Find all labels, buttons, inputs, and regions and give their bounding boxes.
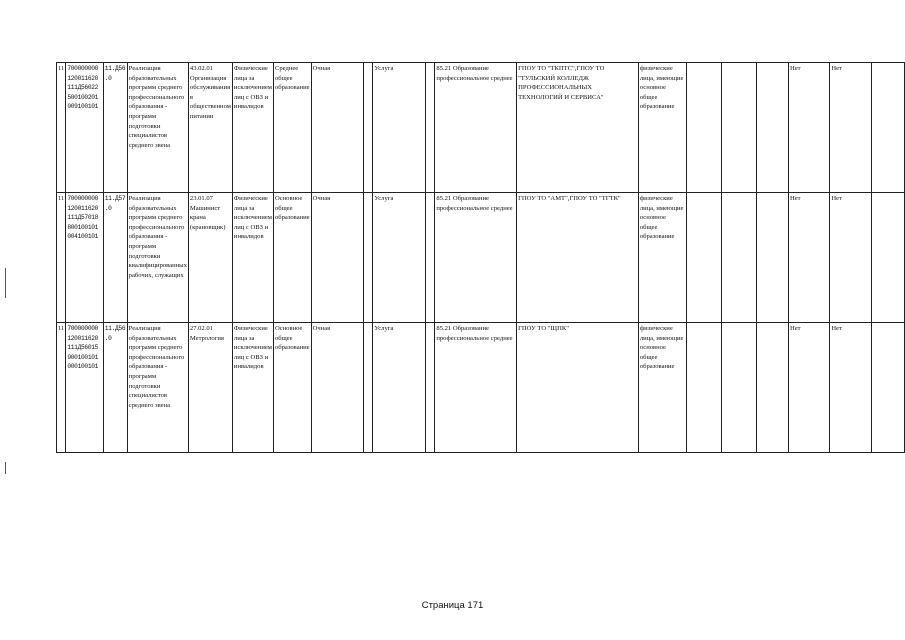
blank-cell (687, 63, 722, 193)
study-form: Очная (311, 63, 364, 193)
blank-cell (426, 63, 435, 193)
scan-edge-mark (5, 462, 6, 474)
blank-cell (721, 323, 756, 453)
flag-cell: Нет (788, 323, 829, 453)
blank-cell (687, 323, 722, 453)
okved-code: 85.21 Образование профессиональное среднее (435, 323, 517, 453)
study-form: Очная (311, 193, 364, 323)
blank-cell (756, 323, 788, 453)
service-type: Услуга (373, 193, 426, 323)
okved-code: 85.21 Образование профессиональное среднее (435, 63, 517, 193)
blank-cell (687, 193, 722, 323)
service-name: Реализация образовательных программ среднего профессионального образования - программ подготовки специалистов среднего звена (127, 323, 188, 453)
blank-cell (364, 193, 373, 323)
consumer-category: Физические лица за исключением лиц с ОВЗ и инвалидов (232, 193, 273, 323)
flag-cell: Нет (788, 63, 829, 193)
recipients-cell: физические лица, имеющие основное общее образование (638, 63, 686, 193)
education-level: Среднее общее образование (273, 63, 311, 193)
providers-cell: ГПОУ ТО "ТКПТС",ГПОУ ТО "ТУЛЬСКИЙ КОЛЛЕДЖ ПРОФЕССИОНАЛЬНЫХ ТЕХНОЛОГИЙ И СЕРВИСА" (517, 63, 639, 193)
service-name: Реализация образовательных программ среднего профессионального образования - программ подготовки специалистов среднего звена (127, 63, 188, 193)
blank-cell (756, 193, 788, 323)
services-register-table (56, 62, 905, 453)
base-service-code: 11.Д56 .0 (103, 323, 127, 453)
specialty-cell: 27.02.01 Метрология (188, 323, 232, 453)
scan-edge-mark (5, 268, 6, 298)
base-service-code: 11.Д57 .0 (103, 193, 127, 323)
blank-cell (721, 63, 756, 193)
flag-cell: Нет (830, 193, 871, 323)
recipients-cell: физические лица, имеющие основное общее образование (638, 323, 686, 453)
blank-cell (756, 63, 788, 193)
row-number: 11 (57, 323, 66, 453)
service-name: Реализация образовательных программ среднего профессионального образования - программ подготовки квалифицированных рабочих, служащих (127, 193, 188, 323)
flag-cell: Нет (830, 63, 871, 193)
blank-cell (426, 193, 435, 323)
service-type: Услуга (373, 63, 426, 193)
blank-cell (871, 193, 904, 323)
consumer-category: Физические лица за исключением лиц с ОВЗ и инвалидов (232, 323, 273, 453)
specialty-cell: 43.02.01 Организация обслуживания в общественном питании (188, 63, 232, 193)
recipients-cell: физические лица, имеющие основное общее образование (638, 193, 686, 323)
blank-cell (364, 63, 373, 193)
study-form: Очная (311, 323, 364, 453)
row-number: 11 (57, 193, 66, 323)
blank-cell (871, 323, 904, 453)
education-level: Основное общее образование (273, 323, 311, 453)
providers-cell: ГПОУ ТО "АМТ",ГПОУ ТО "ТГТК" (517, 193, 639, 323)
table-row (57, 63, 905, 193)
okved-code: 85.21 Образование профессиональное среднее (435, 193, 517, 323)
flag-cell: Нет (788, 193, 829, 323)
blank-cell (426, 323, 435, 453)
education-level: Основное общее образование (273, 193, 311, 323)
blank-cell (871, 63, 904, 193)
consumer-category: Физические лица за исключением лиц с ОВЗ и инвалидов (232, 63, 273, 193)
page-number: Страница 171 (421, 600, 484, 611)
table-row (57, 193, 905, 323)
registry-code: 700000000 120011620 111Д56015 900100101 000100101 (66, 323, 103, 453)
blank-cell (721, 193, 756, 323)
row-number: 11 (57, 63, 66, 193)
registry-code: 700000000 120011620 111Д57018 800100101 004100101 (66, 193, 103, 323)
registry-code: 700000000 120011620 111Д56022 500100201 009100101 (66, 63, 103, 193)
table-row (57, 323, 905, 453)
blank-cell (364, 323, 373, 453)
flag-cell: Нет (830, 323, 871, 453)
service-type: Услуга (373, 323, 426, 453)
specialty-cell: 23.01.07 Машинист крана (крановщик) (188, 193, 232, 323)
providers-cell: ГПОУ ТО "ЩПК" (517, 323, 639, 453)
base-service-code: 11.Д56 .0 (103, 63, 127, 193)
